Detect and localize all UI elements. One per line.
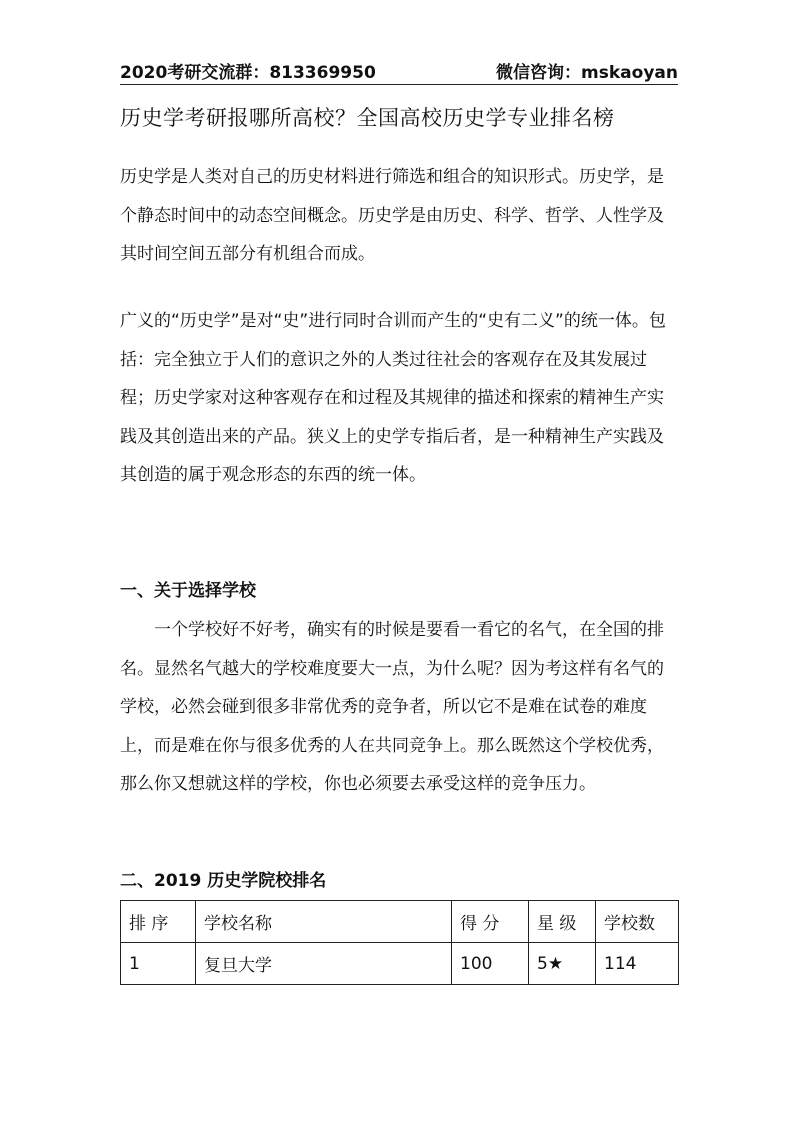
header-cell-stars: 星 级 xyxy=(529,901,596,943)
cell-school: 复旦大学 xyxy=(196,943,452,985)
cell-count: 114 xyxy=(596,943,679,985)
ranking-table xyxy=(120,900,679,985)
section-body-choose-school: 一个学校好不好考，确实有的时候是要看一看它的名气，在全国的排名。显然名气越大的学校难度要大一点，为什么呢？因为考这样有名气的学校，必然会碰到很多非常优秀的竞争者，所以它不是难在试卷的难度上，而是难在你与很多优秀的人在共同竞争上。那么既然这个学校优秀，那么你又想就这样的学校，你也必须要去承受这样的竞争压力。 xyxy=(120,620,664,794)
table-header-row xyxy=(121,901,679,943)
header-cell-school: 学校名称 xyxy=(196,901,452,943)
header-wechat-info: 微信咨询：mskaoyan xyxy=(496,63,678,83)
page-header xyxy=(120,56,678,85)
cell-score: 100 xyxy=(452,943,529,985)
intro-paragraph-1: 历史学是人类对自己的历史材料进行筛选和组合的知识形式。历史学，是个静态时间中的动态空间概念。历史学是由历史、科学、哲学、人性学及其时间空间五部分有机组合而成。 xyxy=(120,167,664,264)
header-cell-rank: 排 序 xyxy=(121,901,196,943)
table-row xyxy=(121,943,679,985)
document-title: 历史学考研报哪所高校？全国高校历史学专业排名榜 xyxy=(120,106,615,130)
header-cell-count: 学校数 xyxy=(596,901,679,943)
cell-stars: 5★ xyxy=(529,943,596,985)
header-group-info: 2020考研交流群：813369950 xyxy=(120,63,376,83)
cell-rank: 1 xyxy=(121,943,196,985)
section-heading-choose-school: 一、关于选择学校 xyxy=(120,581,256,601)
header-cell-score: 得 分 xyxy=(452,901,529,943)
section-heading-ranking: 二、2019 历史学院校排名 xyxy=(120,871,327,891)
intro-paragraph-2: 广义的“历史学”是对“史”进行同时合训而产生的“史有二义”的统一体。包括：完全独立于人们的意识之外的人类过往社会的客观存在及其发展过程；历史学家对这种客观存在和过程及其规律的描述和探索的精神生产实践及其创造出来的产品。狭义上的史学专指后者，是一种精神生产实践及其创造的属于观念形态的东西的统一体。 xyxy=(120,311,666,485)
